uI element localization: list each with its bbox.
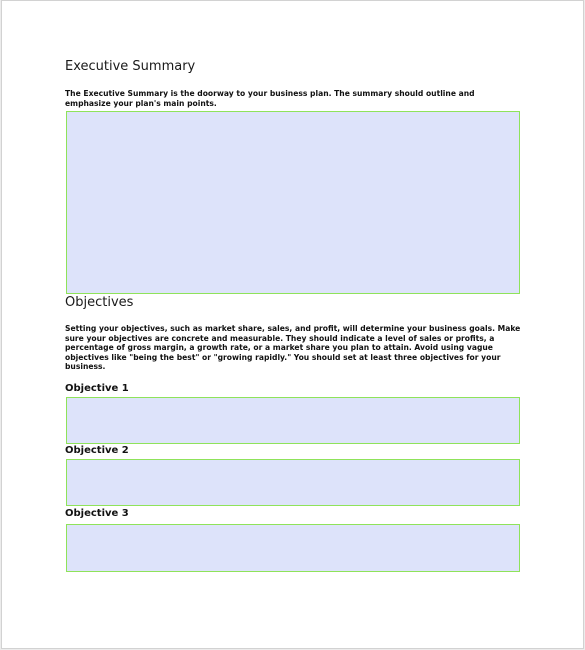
objective-2-field[interactable] [66, 459, 520, 506]
objective-3-label: Objective 3 [65, 508, 129, 519]
executive-summary-description: The Executive Summary is the doorway to your business plan. The summary should outline and emphasize your plan's main points. [65, 89, 475, 108]
objective-3-field[interactable] [66, 524, 520, 572]
objective-1-label: Objective 1 [65, 383, 129, 394]
executive-summary-field[interactable] [66, 111, 520, 294]
objectives-description: Setting your objectives, such as market share, sales, and profit, will determine your business goals. Make sure your objectives are concrete and measurable. They should indicate a level of sales or profits, a percentage of gross margin, a growth rate, or a market share you plan to attain. Avoid using vague objectives like "being the best" or "growing rapidly." You should set at least three objectives for your business. [65, 324, 521, 371]
objective-1-field[interactable] [66, 397, 520, 444]
document-page [1, 0, 584, 649]
objective-2-label: Objective 2 [65, 445, 129, 456]
executive-summary-heading: Executive Summary [65, 59, 196, 74]
objectives-heading: Objectives [65, 295, 134, 310]
